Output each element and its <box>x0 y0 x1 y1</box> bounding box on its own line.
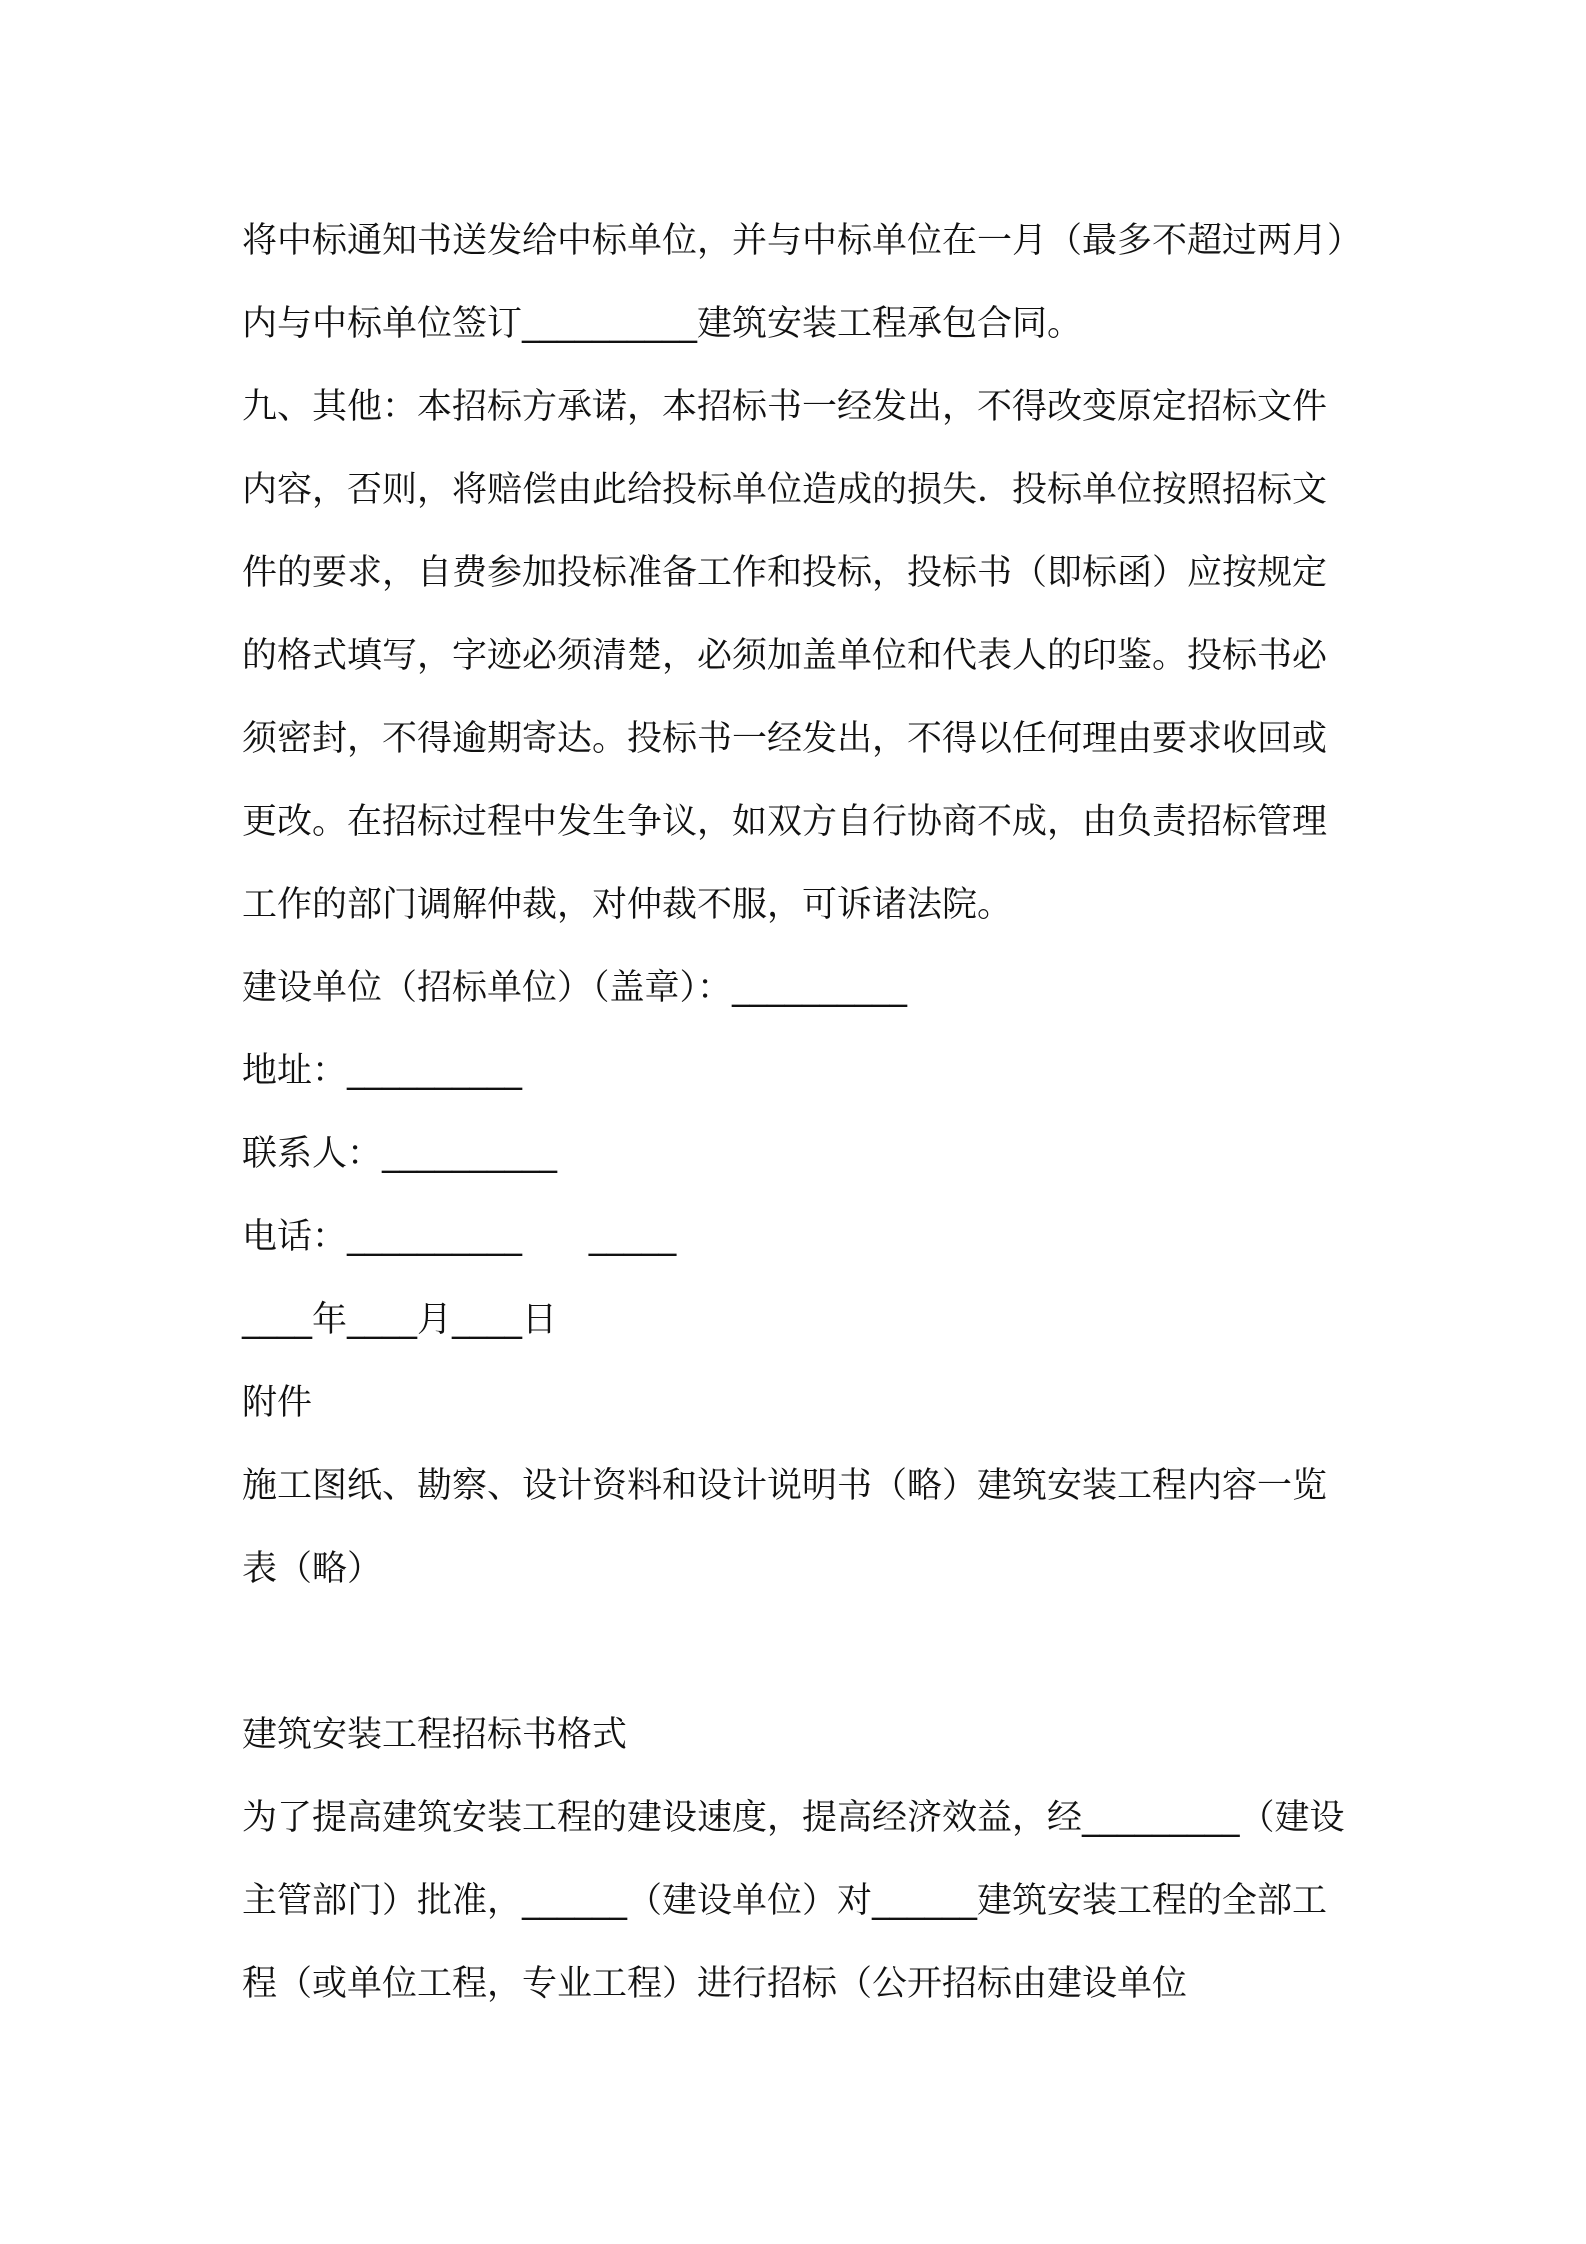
attachment-text: 施工图纸、勘察、设计资料和设计说明书（略）建筑安装工程内容一览表（略） <box>242 1466 1328 1589</box>
signature-line-address: 地址：__________ <box>242 1051 523 1091</box>
paragraph-other-terms: 九、其他：本招标方承诺，本招标书一经发出，不得改变原定招标文件内容，否则，将赔偿由此给投标单位造成的损失．投标单位按照招标文件的要求，自费参加投标准备工作和投标，投标书（即标函）应按规定的格式填写，字迹必须清楚，必须加盖单位和代表人的印鉴。投标书必须密封，不得逾期寄达。投标书一经发出，不得以任何理由要求收回或更改。在招标过程中发生争议，如双方自行协商不成，由负责招标管理工作的部门调解仲裁，对仲裁不服，可诉诸法院。 <box>242 387 1328 925</box>
paragraph-contract-signing: 将中标通知书送发给中标单位，并与中标单位在一月（最多不超过两月）内与中标单位签订__________建筑安装工程承包合同。 <box>242 221 1345 344</box>
section-title: 建筑安装工程招标书格式 <box>242 1715 628 1755</box>
signature-line-contact: 联系人：__________ <box>242 1134 558 1174</box>
blank-line <box>242 1611 1354 1694</box>
signature-line-date: ____年____月____日 <box>242 1300 558 1340</box>
signature-line-phone: 电话：__________ _____ <box>242 1217 677 1257</box>
signature-line-builder: 建设单位（招标单位）（盖章）：__________ <box>242 968 908 1008</box>
attachment-label: 附件 <box>242 1383 313 1423</box>
section-paragraph: 为了提高建筑安装工程的建设速度，提高经济效益，经_________（建设主管部门）批准，______（建设单位）对______建筑安装工程的全部工程（或单位工程，专业工程）进行招标（公开招标由建设单位 <box>242 1798 1345 2004</box>
document-body <box>242 200 1354 2026</box>
